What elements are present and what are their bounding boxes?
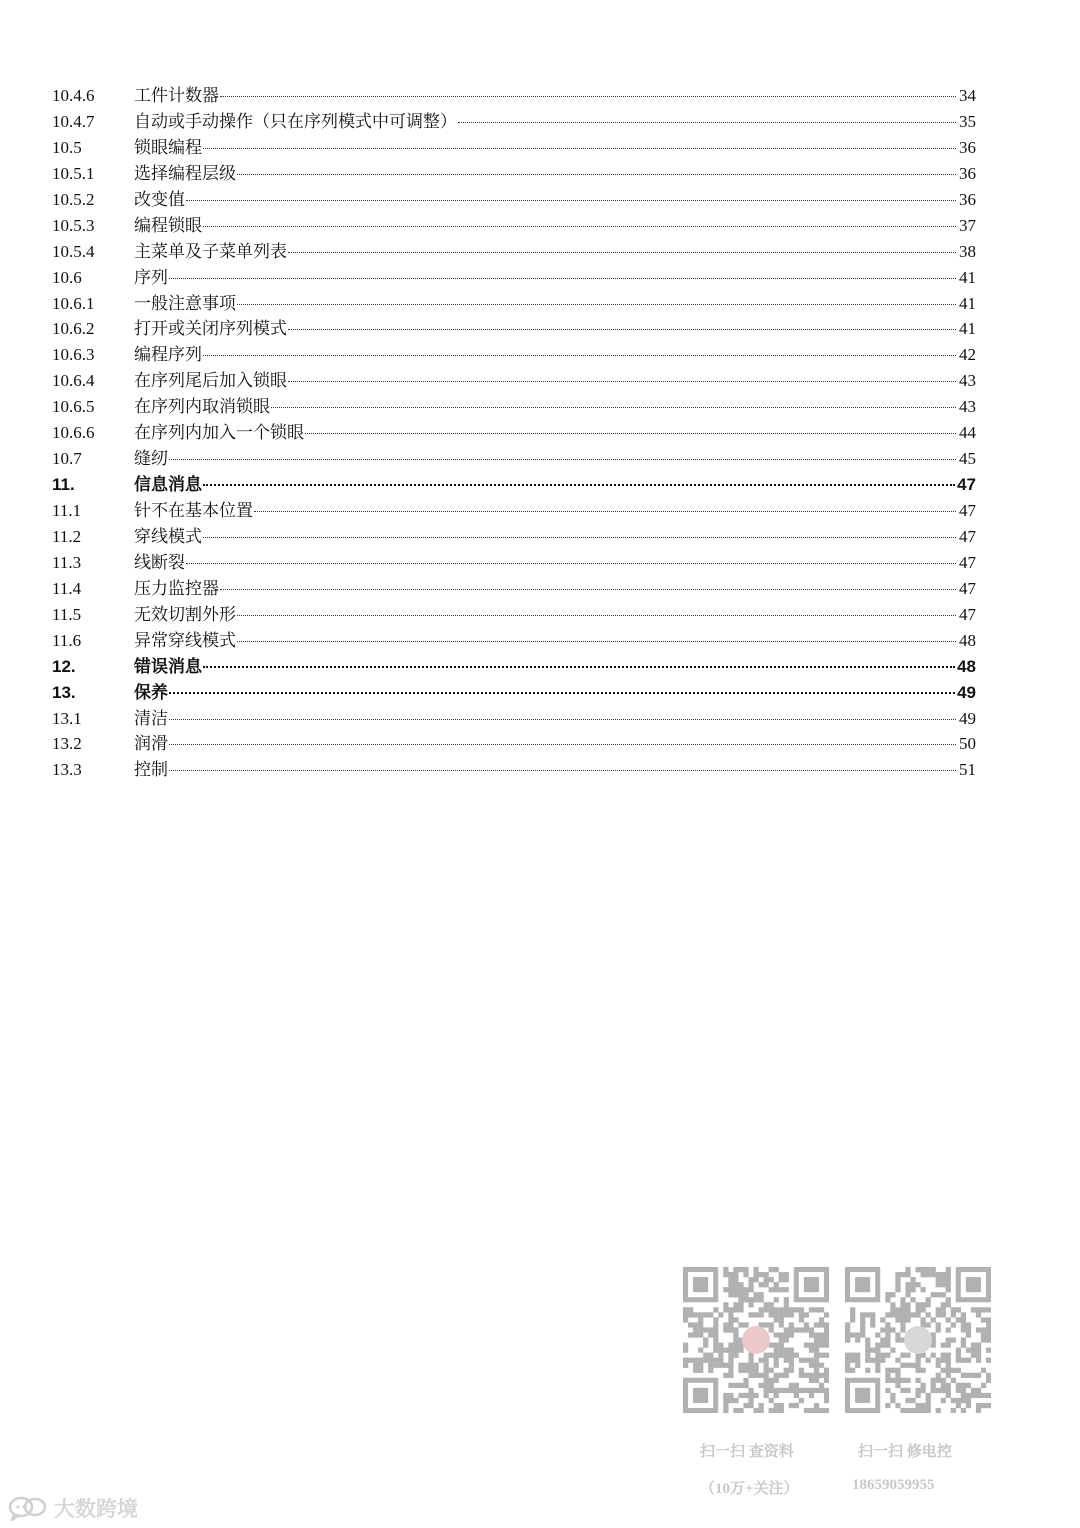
toc-section-number: 10.6.5 <box>52 397 95 417</box>
toc-page-number: 42 <box>959 345 976 365</box>
toc-entry[interactable] <box>52 109 976 135</box>
toc-entry[interactable] <box>52 316 976 342</box>
toc-dot-leader <box>271 407 956 408</box>
toc-section-title: 自动或手动操作（只在序列模式中可调整） <box>134 111 457 131</box>
toc-entry[interactable] <box>52 550 976 576</box>
toc-section-number: 10.5.1 <box>52 163 95 183</box>
toc-section-number: 11.4 <box>52 578 82 598</box>
toc-dot-leader <box>203 484 955 486</box>
toc-section-number: 11.1 <box>52 501 82 520</box>
toc-dot-leader <box>203 148 956 149</box>
toc-section-title: 主菜单及子菜单列表 <box>134 241 287 261</box>
toc-section-title: 在序列内加入一个锁眼 <box>134 423 304 443</box>
toc-section-title: 压力监控器 <box>134 578 219 598</box>
toc-page-number: 49 <box>959 708 976 728</box>
toc-entry[interactable] <box>52 654 976 680</box>
toc-entry[interactable] <box>52 757 976 783</box>
toc-dot-leader <box>169 692 955 694</box>
chat-bubble-logo-icon <box>8 1495 48 1521</box>
toc-section-number: 10.7 <box>52 449 82 469</box>
toc-section-title: 针不在基本位置 <box>134 501 253 520</box>
toc-section-title: 缝纫 <box>134 449 168 469</box>
toc-dot-leader <box>237 615 956 616</box>
toc-page-number: 36 <box>959 189 976 209</box>
toc-entry[interactable] <box>52 239 976 265</box>
table-of-contents <box>52 83 976 783</box>
qr-right-caption: 扫一扫 修电控 <box>858 1444 952 1460</box>
toc-section-number: 10.5.4 <box>52 241 95 261</box>
toc-entry[interactable] <box>52 472 976 498</box>
toc-section-number: 10.6.2 <box>52 319 95 339</box>
toc-section-title: 一般注意事项 <box>134 293 236 313</box>
toc-page-number: 47 <box>957 475 976 495</box>
toc-page-number: 34 <box>959 86 976 105</box>
toc-dot-leader <box>220 589 956 590</box>
toc-section-title: 错误消息 <box>134 656 202 676</box>
toc-dot-leader <box>203 666 955 668</box>
toc-section-number: 11.2 <box>52 526 82 546</box>
toc-section-title: 编程锁眼 <box>134 215 202 235</box>
toc-page-number: 41 <box>959 293 976 313</box>
toc-section-number: 10.4.6 <box>52 86 95 105</box>
toc-entry[interactable] <box>52 731 976 757</box>
toc-section-number: 10.6.3 <box>52 345 95 365</box>
toc-page-number: 38 <box>959 241 976 261</box>
toc-dot-leader <box>305 433 956 434</box>
toc-section-title: 清洁 <box>134 708 168 728</box>
toc-section-number: 13. <box>52 682 76 702</box>
toc-entry[interactable] <box>52 394 976 420</box>
toc-page-number: 48 <box>957 656 976 676</box>
toc-entry[interactable] <box>52 187 976 213</box>
toc-dot-leader <box>169 459 956 460</box>
toc-entry[interactable] <box>52 368 976 394</box>
toc-page-number: 35 <box>959 111 976 131</box>
toc-entry[interactable] <box>52 576 976 602</box>
toc-section-number: 10.6.1 <box>52 293 95 313</box>
toc-entry[interactable] <box>52 628 976 654</box>
toc-section-title: 控制 <box>134 760 168 780</box>
toc-section-number: 11. <box>52 475 75 495</box>
toc-dot-leader <box>254 511 956 512</box>
toc-section-title: 在序列尾后加入锁眼 <box>134 371 287 391</box>
toc-dot-leader <box>186 200 956 201</box>
toc-page-number: 47 <box>959 526 976 546</box>
toc-section-title: 穿线模式 <box>134 526 202 546</box>
toc-section-number: 10.5.2 <box>52 189 95 209</box>
toc-entry[interactable] <box>52 265 976 291</box>
toc-section-number: 11.5 <box>52 604 82 624</box>
toc-section-title: 选择编程层级 <box>134 163 236 183</box>
toc-section-title: 线断裂 <box>134 552 185 572</box>
toc-section-title: 润滑 <box>134 734 168 754</box>
toc-section-number: 13.3 <box>52 760 82 780</box>
toc-dot-leader <box>203 355 956 356</box>
toc-section-title: 异常穿线模式 <box>134 630 236 650</box>
toc-entry[interactable] <box>52 706 976 732</box>
qr-left-caption: 扫一扫 查资料 <box>700 1444 794 1460</box>
toc-section-number: 10.5 <box>52 137 82 157</box>
toc-section-title: 锁眼编程 <box>134 137 202 157</box>
toc-page-number: 44 <box>959 423 976 443</box>
toc-entry[interactable] <box>52 342 976 368</box>
toc-dot-leader <box>169 770 956 771</box>
qr-right-phone: 18659059955 <box>852 1477 935 1493</box>
toc-entry[interactable] <box>52 420 976 446</box>
toc-page-number: 43 <box>959 397 976 417</box>
qr-code-pattern <box>683 1267 829 1413</box>
toc-page-number: 49 <box>957 682 976 702</box>
toc-section-number: 11.3 <box>52 552 82 572</box>
toc-page-number: 47 <box>959 501 976 520</box>
toc-dot-leader <box>169 719 956 720</box>
toc-dot-leader <box>169 744 956 745</box>
watermark <box>8 1493 138 1523</box>
toc-section-number: 10.6.4 <box>52 371 95 391</box>
qr-left-subcaption: （10万+关注） <box>700 1481 799 1497</box>
toc-page-number: 50 <box>959 734 976 754</box>
toc-page-number: 45 <box>959 449 976 469</box>
toc-page-number: 41 <box>959 267 976 287</box>
toc-dot-leader <box>203 226 956 227</box>
toc-dot-leader <box>288 252 956 253</box>
toc-entry[interactable] <box>52 446 976 472</box>
toc-entry[interactable] <box>52 602 976 628</box>
toc-entry[interactable] <box>52 213 976 239</box>
toc-entry[interactable] <box>52 498 976 524</box>
toc-dot-leader <box>237 641 956 642</box>
toc-page-number: 47 <box>959 604 976 624</box>
toc-dot-leader <box>186 563 956 564</box>
toc-dot-leader <box>220 96 956 97</box>
qr-code-pattern <box>845 1267 991 1413</box>
toc-entry[interactable] <box>52 161 976 187</box>
toc-section-title: 在序列内取消锁眼 <box>134 397 270 417</box>
toc-section-number: 13.1 <box>52 708 82 728</box>
toc-page-number: 48 <box>959 630 976 650</box>
toc-page-number: 47 <box>959 552 976 572</box>
toc-dot-leader <box>458 122 956 123</box>
toc-page-number: 37 <box>959 215 976 235</box>
qr-code-right <box>845 1267 991 1413</box>
toc-entry[interactable] <box>52 524 976 550</box>
toc-section-number: 10.6.6 <box>52 423 95 443</box>
toc-section-number: 13.2 <box>52 734 82 754</box>
toc-dot-leader <box>288 381 956 382</box>
qr-code-left <box>683 1267 829 1413</box>
toc-dot-leader <box>169 278 956 279</box>
toc-page-number: 51 <box>959 760 976 780</box>
toc-page-number: 47 <box>959 578 976 598</box>
toc-section-title: 编程序列 <box>134 345 202 365</box>
toc-section-number: 10.4.7 <box>52 111 95 131</box>
toc-dot-leader <box>203 537 956 538</box>
toc-section-number: 10.6 <box>52 267 82 287</box>
toc-section-title: 工件计数器 <box>134 86 219 105</box>
toc-page-number: 36 <box>959 163 976 183</box>
toc-section-number: 12. <box>52 656 76 676</box>
toc-dot-leader <box>237 304 956 305</box>
toc-dot-leader <box>288 329 956 330</box>
toc-entry[interactable] <box>52 135 976 161</box>
toc-page-number: 41 <box>959 319 976 339</box>
toc-entry[interactable] <box>52 83 976 109</box>
toc-section-title: 改变值 <box>134 189 185 209</box>
toc-page-number: 36 <box>959 137 976 157</box>
toc-dot-leader <box>237 174 956 175</box>
toc-section-number: 11.6 <box>52 630 82 650</box>
toc-entry[interactable] <box>52 680 976 706</box>
toc-page-number: 43 <box>959 371 976 391</box>
toc-entry[interactable] <box>52 291 976 317</box>
toc-section-title: 序列 <box>134 267 168 287</box>
toc-section-title: 保养 <box>134 682 168 702</box>
watermark-text: 大数跨境 <box>54 1497 138 1521</box>
toc-section-number: 10.5.3 <box>52 215 95 235</box>
toc-section-title: 打开或关闭序列模式 <box>134 319 287 339</box>
toc-section-title: 信息消息 <box>134 475 202 495</box>
toc-section-title: 无效切割外形 <box>134 604 236 624</box>
